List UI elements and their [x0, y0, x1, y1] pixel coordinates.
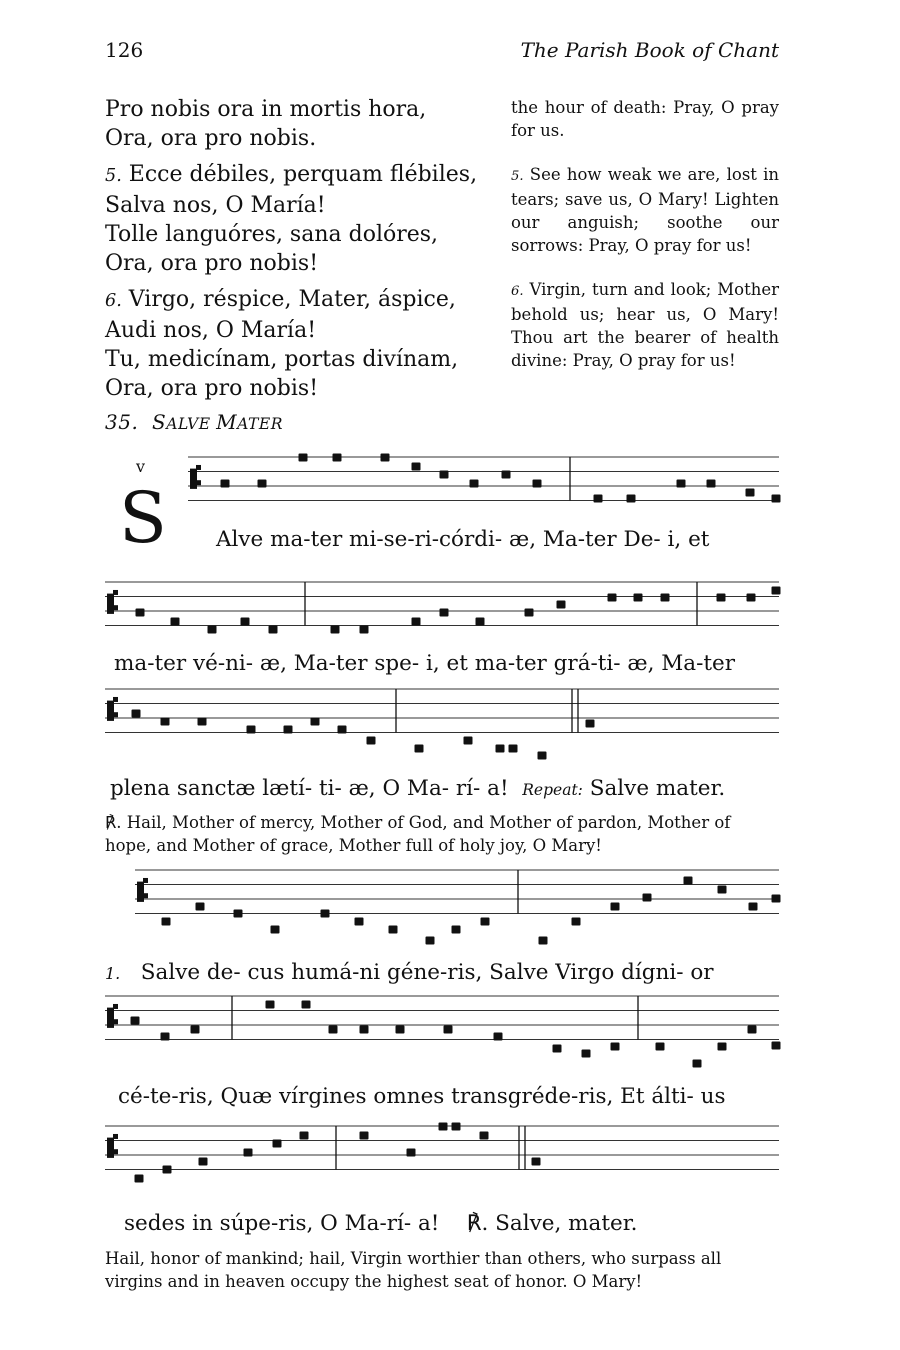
clef-icon	[113, 590, 118, 595]
neume-note	[772, 495, 781, 503]
neume-note	[271, 926, 280, 934]
neume-note	[299, 454, 308, 462]
neume-note	[572, 918, 581, 926]
neume-note	[476, 618, 485, 626]
neume-note	[440, 609, 449, 617]
neume-note	[132, 710, 141, 718]
clef-icon	[107, 1138, 114, 1158]
neume-note	[627, 495, 636, 503]
clef-icon	[107, 1008, 114, 1028]
neume-note	[509, 745, 518, 753]
neume-note	[381, 454, 390, 462]
neume-note	[333, 454, 342, 462]
neume-note	[533, 480, 542, 488]
neume-note	[608, 594, 617, 602]
neume-note	[329, 1026, 338, 1034]
neume-note	[273, 1140, 282, 1148]
neume-note	[162, 918, 171, 926]
latin-line: Salva nos, O María!	[105, 193, 326, 218]
neume-note	[502, 471, 511, 479]
neume-note	[131, 1017, 140, 1025]
verse-number: 1.	[105, 964, 121, 983]
clef-icon	[196, 480, 201, 485]
neume-note	[611, 1043, 620, 1051]
response-text: Salve, mater.	[495, 1211, 638, 1236]
neume-note	[496, 745, 505, 753]
neume-note	[611, 903, 620, 911]
neume-note	[707, 480, 716, 488]
neume-note	[481, 918, 490, 926]
clef-icon	[113, 1019, 118, 1024]
clef-icon	[107, 594, 114, 614]
latin-line: Audi nos, O María!	[105, 318, 317, 343]
refrain-translation: ℟. Hail, Mother of mercy, Mother of God, and Mother of pardon, Mother of hope, and Mother of grace, Mother full of holy joy, O Mary!	[105, 813, 731, 855]
latin-line: Ora, ora pro nobis!	[105, 376, 319, 401]
clef-icon	[113, 1134, 118, 1139]
neume-note	[407, 1149, 416, 1157]
neume-note	[136, 609, 145, 617]
neume-note	[772, 587, 781, 595]
neume-note	[746, 489, 755, 497]
neume-note	[582, 1050, 591, 1058]
drop-cap: S	[119, 477, 167, 559]
neume-note	[161, 1033, 170, 1041]
lyric-line: ma-ter vé-ni- æ, Ma-ter spe- i, et ma-ter grá-ti- æ, Ma-ter	[114, 651, 736, 676]
neume-note	[439, 1123, 448, 1131]
clef-icon	[190, 469, 197, 489]
clef-icon	[143, 878, 148, 883]
stanza-number: 5.	[105, 166, 122, 186]
neume-note	[452, 1123, 461, 1131]
lyric-line: cé-te-ris, Quæ vírgines omnes transgréde-ris, Et álti- us	[118, 1084, 726, 1109]
neume-note	[747, 594, 756, 602]
neume-note	[234, 910, 243, 918]
neume-note	[171, 618, 180, 626]
neume-note	[360, 626, 369, 634]
neume-note	[452, 926, 461, 934]
neume-note	[360, 1132, 369, 1140]
title-initial: S	[152, 410, 167, 434]
neume-note	[302, 1001, 311, 1009]
neume-note	[693, 1060, 702, 1068]
neume-note	[412, 463, 421, 471]
neume-note	[208, 626, 217, 634]
lyric-text: sedes in súpe-ris, O Ma-rí- a!	[124, 1211, 440, 1236]
lyric-text: plena sanctæ lætí- ti- æ, O Ma- rí- a!	[110, 776, 509, 801]
chant-number: 35.	[105, 410, 139, 434]
title-small-caps: ATER	[237, 415, 284, 433]
stanza-number: 5.	[511, 169, 524, 184]
neume-note	[338, 726, 347, 734]
latin-line: Pro nobis ora in mortis hora,	[105, 97, 427, 122]
neume-note	[525, 609, 534, 617]
neume-note	[196, 903, 205, 911]
neume-note	[247, 726, 256, 734]
mode-indicator: v	[136, 457, 146, 476]
neume-note	[677, 480, 686, 488]
neume-note	[586, 720, 595, 728]
neume-note	[300, 1132, 309, 1140]
neume-note	[266, 1001, 275, 1009]
neume-note	[440, 471, 449, 479]
latin-line-text: Ecce débiles, perquam flébiles,	[128, 162, 478, 187]
running-head-title: The Parish Book of Chant	[520, 38, 779, 62]
clef-icon	[107, 701, 114, 721]
neume-note	[367, 737, 376, 745]
english-stanza: the hour of death: Pray, O pray for us.	[511, 98, 779, 140]
neume-note	[532, 1158, 541, 1166]
clef-icon	[196, 465, 201, 470]
neume-note	[135, 1175, 144, 1183]
neume-note	[321, 910, 330, 918]
latin-line: Tu, medicínam, portas divínam,	[105, 347, 459, 372]
neume-note	[480, 1132, 489, 1140]
page-number: 126	[105, 38, 144, 62]
neume-note	[412, 618, 421, 626]
title-initial: M	[216, 410, 238, 434]
lyric-line: Alve ma-ter mi-se-ri-córdi- æ, Ma-ter De- i, et	[216, 527, 710, 552]
verse-translation: Hail, honor of mankind; hail, Virgin worthier than others, who surpass all virgins and in heaven occupy the highest seat of honor. O Mary!	[105, 1249, 722, 1291]
neume-note	[221, 480, 230, 488]
neume-note	[163, 1166, 172, 1174]
neume-note	[444, 1026, 453, 1034]
neume-note	[241, 618, 250, 626]
clef-icon	[113, 605, 118, 610]
neume-note	[464, 737, 473, 745]
neume-note	[199, 1158, 208, 1166]
stanza-number: 6.	[105, 291, 122, 311]
neume-note	[661, 594, 670, 602]
neume-note	[311, 718, 320, 726]
neume-note	[772, 895, 781, 903]
neume-note	[717, 594, 726, 602]
clef-icon	[113, 697, 118, 702]
title-small-caps: ALVE	[166, 415, 217, 433]
lyric-line	[110, 776, 725, 801]
neume-note	[494, 1033, 503, 1041]
clef-icon	[113, 712, 118, 717]
neume-note	[191, 1026, 200, 1034]
lyric-line	[124, 1211, 637, 1236]
neume-note	[426, 937, 435, 945]
neume-note	[643, 894, 652, 902]
neume-note	[684, 877, 693, 885]
neume-note	[161, 718, 170, 726]
clef-icon	[143, 893, 148, 898]
stanza-number: 6.	[511, 284, 524, 299]
neume-note	[656, 1043, 665, 1051]
neume-note	[258, 480, 267, 488]
neume-note	[389, 926, 398, 934]
neume-note	[355, 918, 364, 926]
neume-note	[360, 1026, 369, 1034]
neume-note	[594, 495, 603, 503]
neume-note	[749, 903, 758, 911]
english-stanza-text: Virgin, turn and look; Mother behold us; hear us, O Mary! Thou art the bearer of health divine: Pray, O pray for us!	[511, 280, 779, 370]
neume-note	[198, 718, 207, 726]
neume-note	[557, 601, 566, 609]
neume-note	[772, 1042, 781, 1050]
neume-note	[269, 626, 278, 634]
neume-note	[415, 745, 424, 753]
neume-note	[718, 886, 727, 894]
latin-line: Tolle languóres, sana dolóres,	[105, 222, 439, 247]
clef-icon	[113, 1149, 118, 1154]
neume-note	[539, 937, 548, 945]
neume-note	[396, 1026, 405, 1034]
repeat-label: Repeat:	[522, 781, 583, 799]
repeat-text: Salve mater.	[589, 776, 726, 801]
neume-note	[553, 1045, 562, 1053]
response-label: ℟.	[466, 1211, 489, 1236]
english-stanza-text: See how weak we are, lost in tears; save us, O Mary! Lighten our anguish; soothe our sorrows: Pray, O pray for us!	[511, 165, 780, 255]
neume-note	[470, 480, 479, 488]
latin-line: Ora, ora pro nobis.	[105, 126, 317, 151]
neume-note	[634, 594, 643, 602]
clef-icon	[113, 1004, 118, 1009]
neume-note	[748, 1026, 757, 1034]
latin-line-text: Virgo, réspice, Mater, áspice,	[128, 287, 456, 312]
lyric-text: Salve de- cus humá-ni géne-ris, Salve Virgo dígni- or	[140, 960, 714, 985]
neume-note	[538, 752, 547, 760]
neume-note	[244, 1149, 253, 1157]
neume-note	[718, 1043, 727, 1051]
latin-line: Ora, ora pro nobis!	[105, 251, 319, 276]
lyric-line	[105, 960, 714, 985]
neume-note	[284, 726, 293, 734]
clef-icon	[137, 882, 144, 902]
neume-note	[331, 626, 340, 634]
